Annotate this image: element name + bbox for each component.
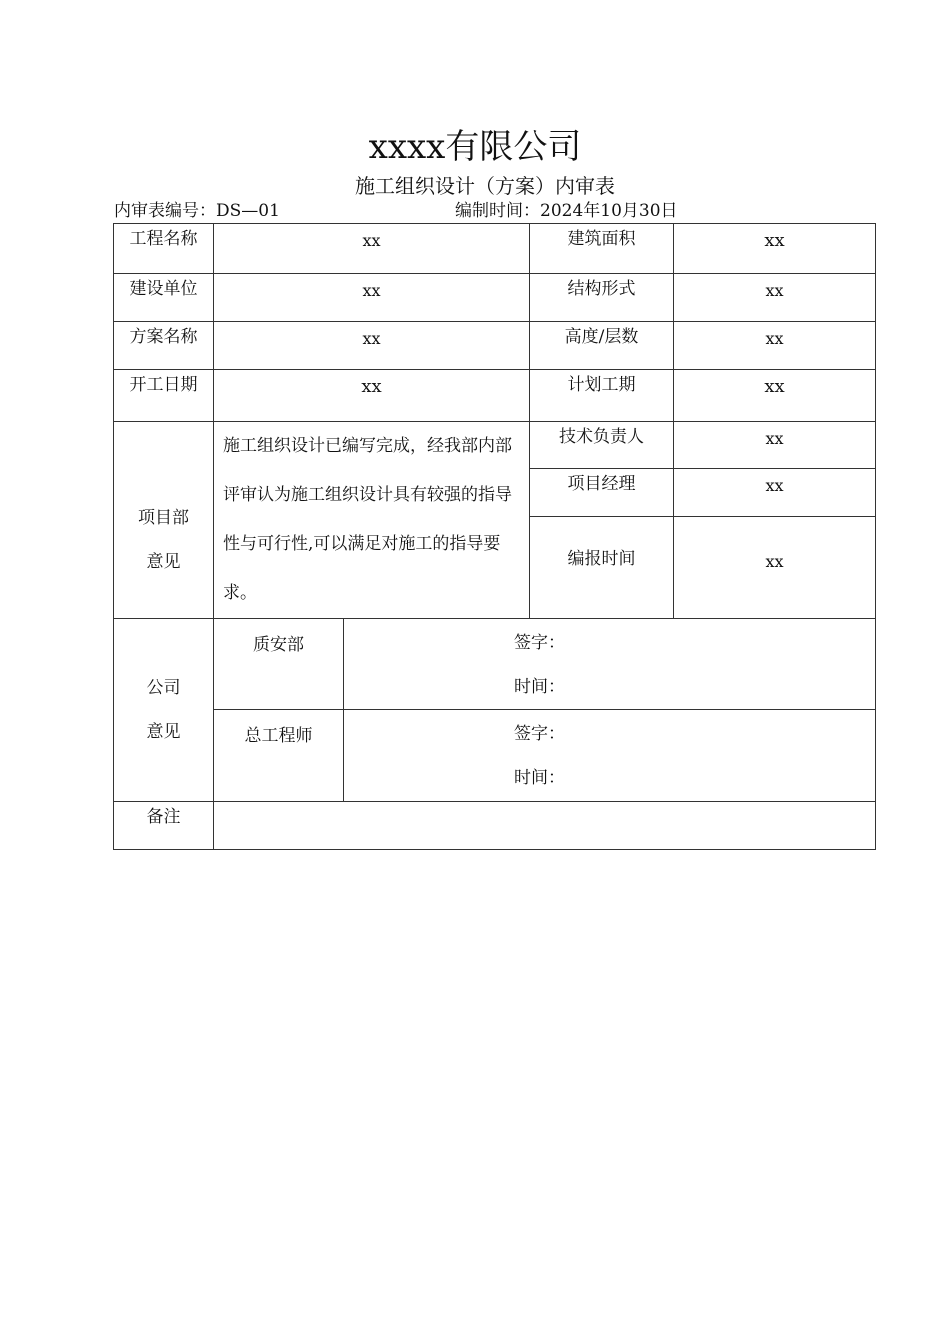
height-floors-label: 高度/层数 <box>530 322 674 370</box>
table-row <box>114 274 876 322</box>
compile-date: 编制时间：2024年10月30日 <box>455 201 678 221</box>
structure-type-value: xx <box>674 274 876 322</box>
construction-unit-label: 建设单位 <box>114 274 214 322</box>
company-opinion-label-line1: 公司 <box>146 678 181 698</box>
planned-period-value: xx <box>674 370 876 422</box>
table-row <box>114 224 876 274</box>
height-floors-value: xx <box>674 322 876 370</box>
project-name-value: xx <box>214 224 530 274</box>
tech-lead-label: 技术负责人 <box>530 422 674 469</box>
building-area-value: xx <box>674 224 876 274</box>
quality-safety-sign-label: 签字： <box>514 633 565 653</box>
chief-engineer-time-label: 时间： <box>514 768 565 788</box>
scheme-name-value: xx <box>214 322 530 370</box>
project-dept-opinion: 施工组织设计已编写完成，经我部内部评审认为施工组织设计具有较强的指导性与可行性,可以满足对施工的指导要求。 <box>214 422 530 619</box>
project-dept-label-line1: 项目部 <box>138 508 189 528</box>
company-opinion-label-line2: 意见 <box>146 722 181 742</box>
start-date-label: 开工日期 <box>114 370 214 422</box>
company-opinion-label <box>114 619 214 802</box>
start-date-value: xx <box>214 370 530 422</box>
report-time-value: xx <box>674 517 876 619</box>
scheme-name-label: 方案名称 <box>114 322 214 370</box>
chief-engineer-sign-label: 签字： <box>514 724 565 744</box>
table-row <box>114 619 876 710</box>
project-manager-value: xx <box>674 469 876 517</box>
table-row <box>114 370 876 422</box>
project-manager-label: 项目经理 <box>530 469 674 517</box>
project-dept-label-line2: 意见 <box>146 552 181 572</box>
company-title: xxxx有限公司 <box>368 127 582 167</box>
remarks-label: 备注 <box>114 802 214 850</box>
project-name-label: 工程名称 <box>114 224 214 274</box>
remarks-value[interactable] <box>214 802 876 850</box>
project-dept-label <box>114 422 214 619</box>
report-time-label: 编报时间 <box>530 517 674 619</box>
form-number: 内审表编号：DS—01 <box>114 201 280 221</box>
table-row <box>114 802 876 850</box>
table-row <box>114 710 876 802</box>
quality-safety-signature <box>344 619 876 710</box>
construction-unit-value: xx <box>214 274 530 322</box>
form-subtitle: 施工组织设计（方案）内审表 <box>355 174 615 198</box>
table-row <box>114 322 876 370</box>
planned-period-label: 计划工期 <box>530 370 674 422</box>
structure-type-label: 结构形式 <box>530 274 674 322</box>
review-table <box>113 223 876 850</box>
tech-lead-value: xx <box>674 422 876 469</box>
quality-safety-label: 质安部 <box>214 619 344 710</box>
quality-safety-time-label: 时间： <box>514 677 565 697</box>
chief-engineer-signature <box>344 710 876 802</box>
chief-engineer-label: 总工程师 <box>214 710 344 802</box>
table-row <box>114 422 876 469</box>
building-area-label: 建筑面积 <box>530 224 674 274</box>
